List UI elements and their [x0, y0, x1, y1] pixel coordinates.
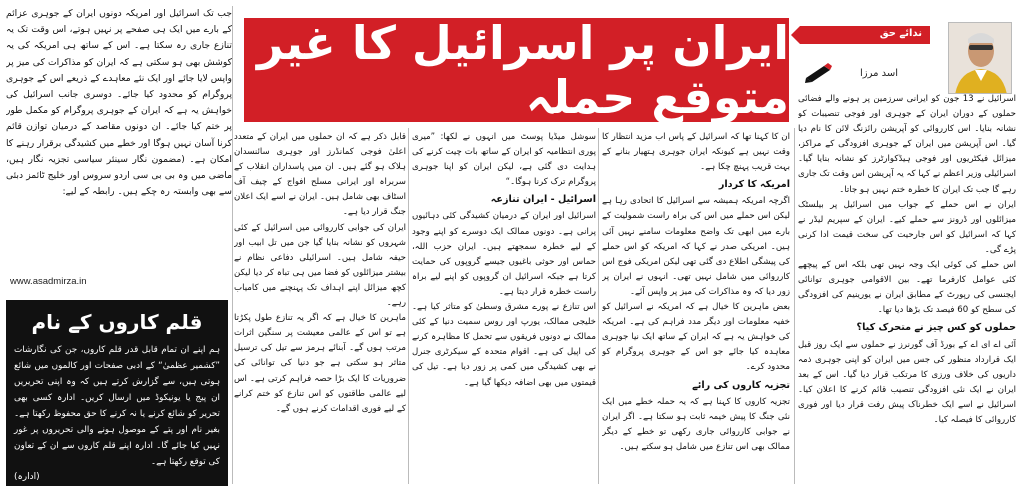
- col3-paragraph-1: سوشل میڈیا پوسٹ میں انہوں نے لکھا: ”میری پوری انتظامیہ کو ایران کے ساتھ بات چیت کرنے کی ہدایت دی گئی ہے، لیکن ایران کو اپنا جوہری پروگرام ترک کرنا ہوگا۔“: [412, 132, 596, 188]
- author-portrait-icon: [949, 23, 1012, 94]
- notice-title: قلم کاروں کے نام: [31, 310, 203, 334]
- col1-paragraph-1: اسرائیل نے 13 جون کو ایرانی سرزمین پر ہونے والے فضائی حملوں کے دوران ایران کے جوہری اور فوجی تنصیبات کو نشانہ بنایا۔ اس کارروائی کو آپریشن رائزنگ لائن کا نام دیا گیا۔ اس آپریشن میں ایران کے جوہری افزودگی کے مراکز، میزائل فیکٹریوں اور فوجی ہیڈکوارٹرز کو نشانہ بنایا گیا۔ اسرائیلی وزیر اعظم نے کہا کہ یہ آپریشن اس وقت تک جاری رہے گا جب تک ایران کا خطرہ ختم نہیں ہو جاتا۔: [798, 94, 1016, 195]
- col2-paragraph-1: ان کا کہنا تھا کہ اسرائیل کے پاس اب مزید انتظار کا وقت نہیں ہے کیونکہ ایران جوہری ہتھیار بنانے کے بہت قریب پہنچ چکا ہے۔: [602, 132, 790, 173]
- col1-paragraph-4: آئی اے ای اے کے بورڈ آف گورنرز نے حملوں سے ایک روز قبل ایک قرارداد منظور کی جس میں ایران کو اپنی جوہری ذمہ داریوں کی خلاف ورزی کا مرتکب قرار دیا گیا۔ اس کے بعد ایران نے ایک نئی افزودگی تنصیب قائم کرنے کا اعلان کیا۔ اسرائیل نے اسے ایک خطرناک پیش رفت قرار دیا اور فوری کارروائی کا فیصلہ کیا۔: [798, 339, 1016, 425]
- top-left-column: [6, 6, 232, 252]
- author-photo: [948, 22, 1012, 94]
- notice-box: [6, 300, 228, 486]
- article-column-2: [602, 130, 790, 482]
- column-tag: ندائے حق: [800, 26, 930, 44]
- headline-text: ایران پر اسرائیل کا غیر متوقع حملہ: [257, 16, 789, 124]
- col2-subhead: امریکہ کا کردار: [718, 179, 790, 191]
- col4-paragraph-1: قابل ذکر ہے کہ ان حملوں میں ایران کے متعدد اعلیٰ فوجی کمانڈرز اور جوہری سائنسدان ہلاک ہو گئے ہیں۔ ان میں پاسداران انقلاب کے سربراہ اور ایرانی مسلح افواج کے چیف آف اسٹاف بھی شامل ہیں۔ ایران نے اسے ایک اعلان جنگ قرار دیا ہے۔: [234, 132, 406, 218]
- col3-paragraph-3: اس تنازع نے پورے مشرق وسطیٰ کو متاثر کیا ہے۔ خلیجی ممالک، یورپ اور روس سمیت دنیا کے کئی ممالک نے دونوں فریقوں سے تحمل کا مظاہرہ کرنے کی اپیل کی ہے۔ اقوام متحدہ کے سیکرٹری جنرل نے بھی کشیدگی میں کمی پر زور دیا ہے۔ تیل کی قیمتوں میں بھی اضافہ دیکھا گیا ہے۔: [412, 302, 596, 388]
- headline-banner: [244, 18, 789, 122]
- notice-text: ہم اپنے ان تمام قابل قدر قلم کاروں، جن کی نگارشات ”کشمیر عظمیٰ“ کے ادبی صفحات اور کالموں میں شائع ہوتی ہیں، سے گزارش کرتے ہیں کہ وہ اپنی تحریریں ان پیج یا یونیکوڈ میں ارسال کریں۔ ادارہ کسی بھی تحریر کو شائع کرنے یا نہ کرنے کا حق محفوظ رکھتا ہے۔ بغیر نام اور پتے کے موصول ہونے والی تحریروں پر غور نہیں کیا جائے گا۔ ادارہ اپنے قلم کاروں سے ان کے تعاون کی توقع رکھتا ہے۔: [14, 345, 220, 467]
- top-left-paragraph: جب تک اسرائیل اور امریکہ دونوں ایران کے جوہری عزائم کے بارے میں ایک ہی صفحے پر نہیں ہوتے، اس وقت تک یہ تنازع جاری رہ سکتا ہے۔ اس کے ساتھ ہی امریکہ کی یہ کوشش بھی ہو سکتی ہے کہ ایران کو مذاکرات کی میز پر واپس لایا جائے اور ایک نئے معاہدے کے ذریعے اس کے جوہری پروگرام کو محدود کیا جائے۔ دوسری جانب اسرائیل کی خواہش یہ ہے کہ ایران کے جوہری پروگرام کو مکمل طور پر ختم کیا جائے۔ ان دونوں مقاصد کے درمیان توازن قائم کرنا آسان نہیں ہوگا اور خطے میں کشیدگی برقرار رہنے کا امکان ہے۔ (مضمون نگار سینئر سیاسی تجزیہ نگار ہیں، ماضی میں وہ بی بی سی اردو سروس اور خلیج ٹائمز دبئی سے بھی وابستہ رہ چکے ہیں۔ رابطہ کے لیے:: [6, 8, 232, 198]
- col1-subhead: حملوں کو کس چیز نے متحرک کیا؟: [856, 322, 1016, 334]
- author-block: [800, 10, 1016, 95]
- article-column-1: [798, 92, 1016, 482]
- col4-paragraph-2: ایران کی جوابی کارروائی میں اسرائیل کے کئی شہروں کو نشانہ بنایا گیا جن میں تل ابیب اور حیفہ شامل ہیں۔ اسرائیلی دفاعی نظام نے بیشتر میزائلوں کو فضا میں ہی تباہ کر دیا لیکن کچھ میزائل اپنے اہداف تک پہنچنے میں کامیاب رہے۔: [234, 222, 406, 309]
- col2-paragraph-3: بعض ماہرین کا خیال ہے کہ امریکہ نے اسرائیل کو خفیہ معلومات اور دیگر مدد فراہم کی ہے۔ امریکہ کی خواہش یہ ہے کہ ایران کے ساتھ ایک نیا جوہری معاہدہ کیا جائے جو اس کے جوہری پروگرام کو محدود کرے۔: [602, 302, 790, 373]
- article-column-3: [412, 130, 596, 482]
- notice-signature: (ادارہ): [14, 472, 40, 482]
- col1-paragraph-3: اس حملے کی کوئی ایک وجہ نہیں تھی بلکہ اس کے پیچھے کئی عوامل کارفرما تھے۔ بین الاقوامی جوہری توانائی ایجنسی کی رپورٹ کے مطابق ایران نے یورینیم کی افزودگی کی سطح کو 60 فیصد تک بڑھا دیا تھا۔: [798, 260, 1016, 316]
- col2-subhead-2: تجزیہ کاروں کی رائے: [692, 379, 790, 391]
- col3-paragraph-2: اسرائیل اور ایران کے درمیان کشیدگی کئی دہائیوں پرانی ہے۔ دونوں ممالک ایک دوسرے کو اپنے وجود کے لیے خطرہ سمجھتے ہیں۔ ایران حزب اللہ، حماس اور حوثی باغیوں جیسے گروپوں کی حمایت کرتا ہے جبکہ اسرائیل ان گروپوں کو اپنے لیے براہ راست خطرہ قرار دیتا ہے۔: [412, 211, 596, 297]
- col3-subhead: اسرائیل - ایران تنازعہ: [490, 194, 596, 206]
- col4-paragraph-3: ماہرین کا خیال ہے کہ اگر یہ تنازع طول پکڑتا ہے تو اس کے عالمی معیشت پر سنگین اثرات مرتب ہوں گے۔ آبنائے ہرمز سے تیل کی ترسیل متاثر ہو سکتی ہے جو دنیا کی توانائی کی ضروریات کا ایک بڑا حصہ فراہم کرتی ہے۔ اس لیے عالمی طاقتوں کو اس تنازع کو ختم کرانے کے لیے فوری اقدامات کرنے ہوں گے۔: [234, 313, 406, 414]
- column-divider: [598, 128, 599, 484]
- col2-paragraph-2: اگرچہ امریکہ ہمیشہ سے اسرائیل کا اتحادی رہا ہے لیکن اس حملے میں اس کی براہ راست شمولیت کے بارے میں ابھی تک واضح معلومات سامنے نہیں آئی ہیں۔ امریکی صدر نے کہا کہ امریکہ کو اس حملے کی پیشگی اطلاع دی گئی تھی لیکن امریکی فوج اس کارروائی میں شامل نہیں تھی۔ انہوں نے ایران پر زور دیا کہ وہ مذاکرات کی میز پر واپس آئے۔: [602, 196, 790, 297]
- article-column-4: [234, 130, 406, 482]
- author-website[interactable]: www.asadmirza.in: [10, 276, 87, 287]
- col1-paragraph-2: ایران نے اس حملے کے جواب میں اسرائیل پر بیلسٹک میزائلوں اور ڈرونز سے حملے کیے۔ ایران کے سپریم لیڈر نے کہا کہ اسرائیل کو اس جارحیت کی سخت قیمت ادا کرنی پڑے گی۔: [798, 199, 1016, 255]
- author-name: اسد مرزا: [860, 68, 899, 79]
- column-divider: [232, 6, 233, 484]
- col2-paragraph-4: تجزیہ کاروں کا کہنا ہے کہ یہ حملہ خطے میں ایک نئی جنگ کا پیش خیمہ ثابت ہو سکتا ہے۔ اگر ایران نے جوابی کارروائی جاری رکھی تو خطے کے دیگر ممالک بھی اس تنازع میں شامل ہو سکتے ہیں۔: [602, 396, 790, 452]
- column-divider: [408, 128, 409, 484]
- column-divider: [794, 128, 795, 484]
- pen-icon: [804, 62, 834, 84]
